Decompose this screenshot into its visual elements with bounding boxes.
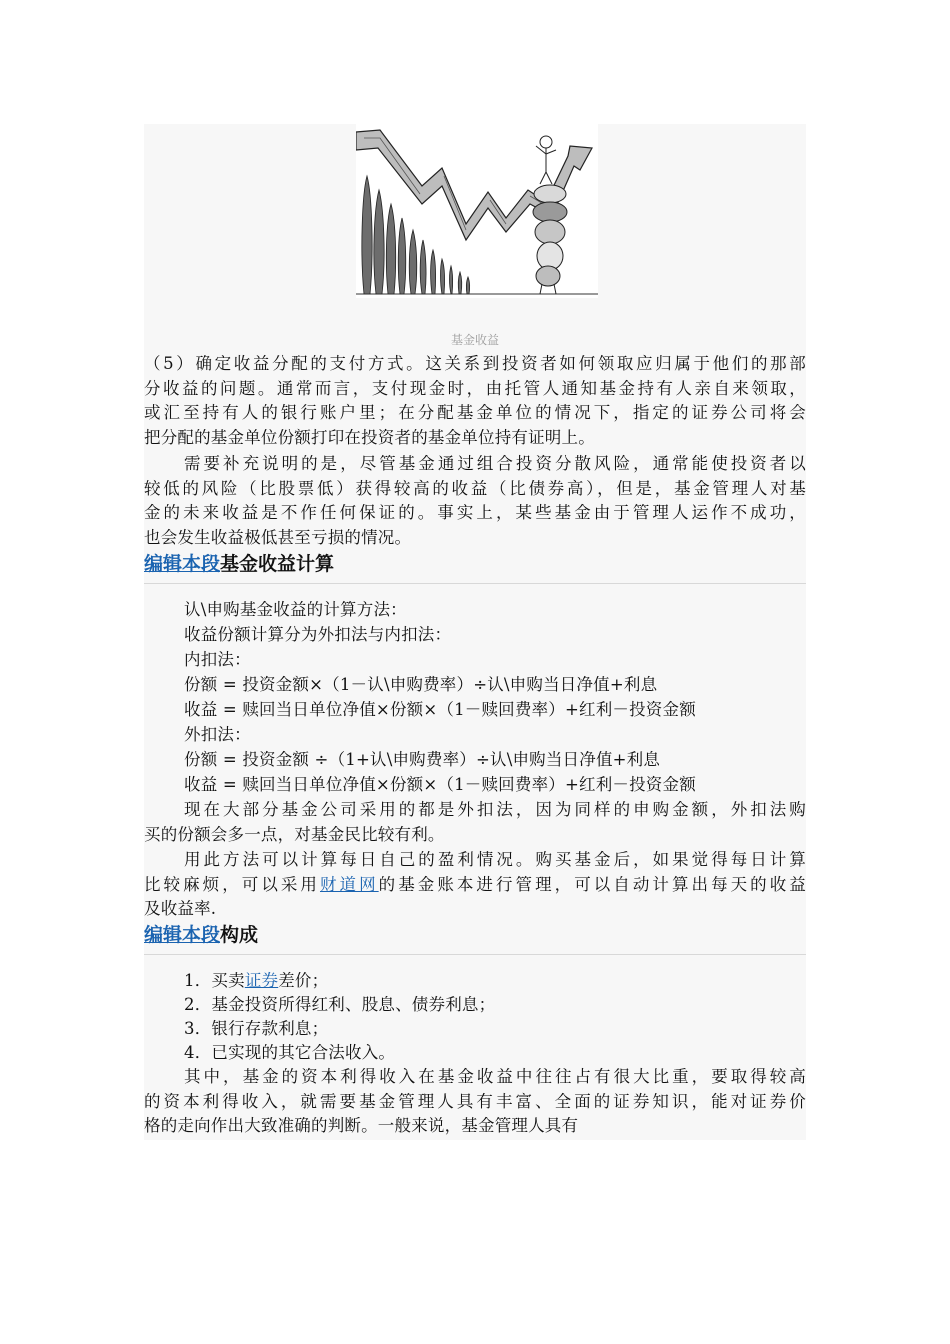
paragraph-line: 金的未来收益是不作任何保证的。事实上，某些基金由于管理人运作不成功， [144,503,806,522]
paragraph-line [144,873,806,898]
paragraph-line: 把分配的基金单位份额打印在投资者的基金单位持有证明上。 [144,427,595,447]
cartoon-image [356,124,598,298]
edit-section-link[interactable]: 编辑本段 [144,553,221,575]
calc-line: 外扣法： [184,725,251,744]
formula-line: 收益 = 赎回当日单位净值×份额×（1－赎回费率）+红利－投资金额 [184,775,696,794]
list-item [184,969,328,994]
paragraph-line: 较低的风险（比股票低）获得较高的收益（比债券高），但是，基金管理人对基 [144,478,806,498]
section-heading-composition [144,922,258,948]
text-fragment: 差价； [278,971,329,990]
paragraph-line: 其中，基金的资本利得收入在基金收益中往往占有很大比重，要取得较高 [184,1067,806,1086]
calc-line: 认\申购基金收益的计算方法： [184,600,407,619]
paragraph-line: 用此方法可以计算每日自己的盈利情况。购买基金后，如果觉得每日计算 [184,850,806,869]
paragraph-line: 的资本利得收入，就需要基金管理人具有丰富、全面的证券知识，能对证券价 [144,1091,806,1111]
section-heading-fund-calc [144,551,334,577]
securities-link[interactable]: 证券 [244,971,279,990]
paragraph-line: 现在大部分基金公司采用的都是外扣法，因为同样的申购金额，外扣法购 [184,800,806,819]
fund-returns-illustration [356,124,598,298]
paragraph-line: 分收益的问题。通常而言，支付现金时，由托管人通知基金持有人亲自来领取， [144,378,806,398]
paragraph-line: 或汇至持有人的银行账户里；在分配基金单位的情况下，指定的证券公司将会 [144,403,806,422]
paragraph-line: 买的份额会多一点，对基金民比较有利。 [144,824,445,844]
formula-line: 份额 = 投资金额×（1－认\申购费率）÷认\申购当日净值+利息 [184,675,658,694]
document-page [144,124,806,1140]
paragraph-line: （5）确定收益分配的支付方式。这关系到投资者如何领取应归属于他们的那部 [144,354,806,373]
paragraph-line: 也会发生收益极低甚至亏损的情况。 [144,527,412,547]
section-divider [144,583,806,584]
paragraph-line: 需要补充说明的是，尽管基金通过组合投资分散风险，通常能使投资者以 [184,454,806,473]
text-fragment: 比较麻烦，可以采用 [144,874,320,894]
section-divider [144,954,806,955]
section-title: 构成 [220,924,259,946]
formula-line: 份额 = 投资金额 ÷（1+认\申购费率）÷认\申购当日净值+利息 [184,750,661,769]
edit-section-link[interactable]: 编辑本段 [144,924,221,946]
paragraph-line: 及收益率. [144,899,217,918]
calc-line: 内扣法： [184,650,251,669]
list-item: 4．已实现的其它合法收入。 [184,1043,396,1062]
paragraph-line: 格的走向作出大致准确的判断。一般来说，基金管理人具有 [144,1116,579,1135]
section-title: 基金收益计算 [220,553,335,575]
list-item: 2．基金投资所得红利、股息、债券利息； [184,995,496,1014]
figure-caption: 基金收益 [450,333,499,347]
formula-line: 收益 = 赎回当日单位净值×份额×（1－赎回费率）+红利－投资金额 [184,700,696,719]
text-fragment: 的基金账本进行管理，可以自动计算出每天的收益 [378,874,806,894]
list-item: 3．银行存款利息； [184,1019,329,1038]
text-fragment: 1．买卖 [184,971,245,990]
caidao-link[interactable]: 财道网 [319,874,379,894]
calc-line: 收益份额计算分为外扣法与内扣法： [184,625,452,644]
